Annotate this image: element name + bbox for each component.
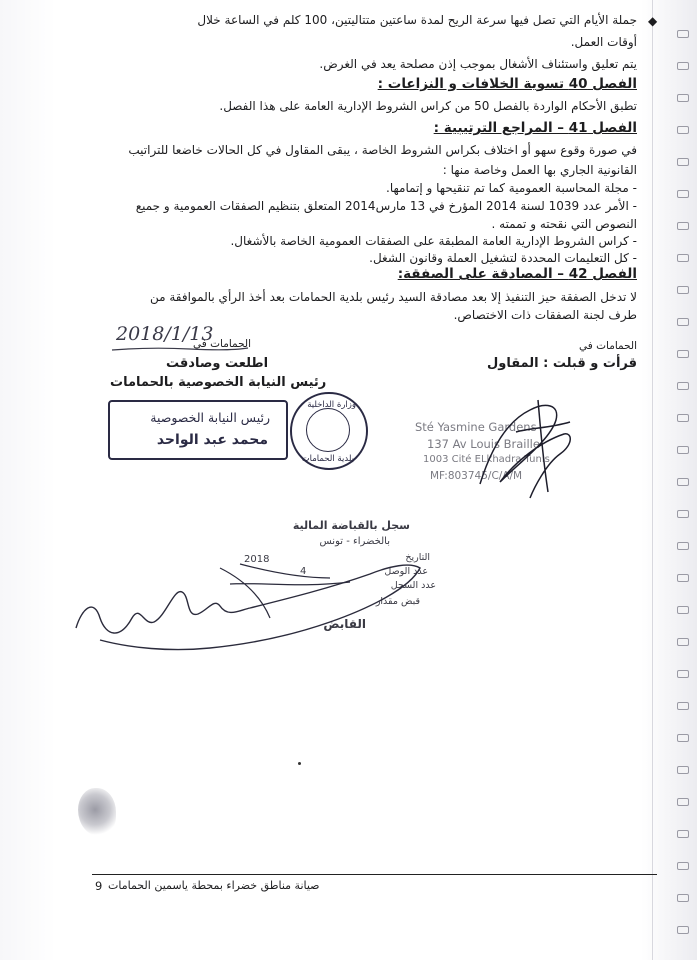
- registry-register-label: عدد السجل: [390, 580, 436, 591]
- approved-label: اطلعت وصادقت: [166, 356, 269, 371]
- registry-place: بالخضراء - تونس: [319, 536, 390, 547]
- list-item: النصوص التي نقحته و تممته .: [491, 217, 637, 231]
- binder-margin: [652, 0, 653, 960]
- place-right: الحمامات في: [579, 340, 637, 352]
- company-address: 1003 Cité ELkhadra Tunis: [423, 454, 550, 465]
- list-item: - الأمر عدد 1039 لسنة 2014 المؤرخ في 13 مارس2014 المتعلق بتنظيم الصفقات العمومية و جميع: [135, 199, 637, 213]
- paragraph-line: في صورة وقوع سهو أو اختلاف بكراس الشروط الخاصة ، يبقى المقاول في كل الحالات خاضعا للتراتيب: [128, 143, 637, 157]
- stamp-line: رئيس النيابة الخصوصية: [150, 410, 270, 425]
- paragraph-line: تطبق الأحكام الواردة بالفصل 50 من كراس الشروط الإدارية العامة على هذا الفصل.: [219, 99, 637, 113]
- paragraph-line: أوقات العمل.: [570, 35, 637, 49]
- company-tax-id: MF:803745/C/A/M: [430, 470, 523, 482]
- registry-date-label: التاريخ: [405, 552, 430, 563]
- registry-receipt-value: 4: [300, 566, 307, 577]
- ink-dot: [298, 762, 301, 765]
- binder-holes: [675, 0, 689, 960]
- section-heading-40: الفصل 40 تسوية الخلافات و النزاعات :: [377, 76, 637, 92]
- registry-collector: القابض: [323, 617, 366, 631]
- registry-amount-label: قبض مقدار: [375, 596, 420, 607]
- paragraph-line: القانونية الجاري بها العمل وخاصة منها :: [442, 163, 637, 177]
- contractor-label: قرأت و قبلت : المقاول: [486, 356, 637, 371]
- page-number: 9: [95, 879, 103, 893]
- paragraph-line: يتم تعليق واستئناف الأشغال بموجب إذن مصلحة يعد في الغرض.: [319, 57, 637, 71]
- list-item: - كل التعليمات المحددة لتشغيل العملة وقانون الشغل.: [369, 251, 637, 265]
- company-name: Sté Yasmine Gardens: [415, 420, 537, 434]
- handwritten-date: 2018/1/13: [116, 323, 214, 345]
- municipality-seal: [290, 392, 368, 470]
- contractor-signature-icon: [460, 392, 580, 502]
- president-stamp: [108, 400, 288, 460]
- paragraph-line: جملة الأيام التي تصل فيها سرعة الريح لمدة ساعتين متتاليتين، 100 كلم في الساعة خلال: [197, 13, 637, 27]
- stamp-name: محمد عبد الواحد: [156, 432, 268, 448]
- registry-date-value: 2018: [244, 554, 270, 565]
- registry-receipt-label: عدد الوصل: [384, 566, 428, 577]
- list-item: - كراس الشروط الإدارية العامة المطبقة على الصفقات العمومية الخاصة بالأشغال.: [230, 234, 637, 248]
- seal-bottom-text: بلدية الحمامات: [301, 454, 354, 464]
- section-heading-41: الفصل 41 – المراجع الترتيبية :: [433, 120, 637, 136]
- company-address: 137 Av Louis Braille: [427, 437, 540, 451]
- list-item: - مجلة المحاسبة العمومية كما تم تنقيحها و إتمامها.: [386, 181, 637, 195]
- footer-title: صيانة مناطق خضراء بمحطة ياسمين الحمامات: [108, 879, 320, 892]
- authority-label: رئيس النيابة الخصوصية بالحمامات: [110, 375, 327, 390]
- tax-officer-signature-icon: [70, 548, 430, 678]
- registry-title: سجل بالقباضة المالية: [292, 519, 410, 532]
- paragraph-line: لا تدخل الصفقة حيز التنفيذ إلا بعد مصادقة السيد رئيس بلدية الحمامات بعد أخذ الرأي بالموافقة من: [150, 290, 637, 304]
- fingerprint-smudge-icon: [78, 788, 116, 836]
- place-left: الحمامات في: [193, 338, 251, 350]
- coat-of-arms-icon: [306, 408, 350, 452]
- date-underline-icon: [110, 344, 250, 354]
- section-heading-42: الفصل 42 – المصادقة على الصفقة:: [397, 266, 637, 282]
- seal-top-text: وزارة الداخلية: [307, 400, 356, 410]
- paragraph-line: طرف لجنة الصفقات ذات الاختصاص.: [453, 308, 637, 322]
- bullet-diamond-icon: ◆: [648, 14, 658, 28]
- footer-rule: [92, 874, 657, 875]
